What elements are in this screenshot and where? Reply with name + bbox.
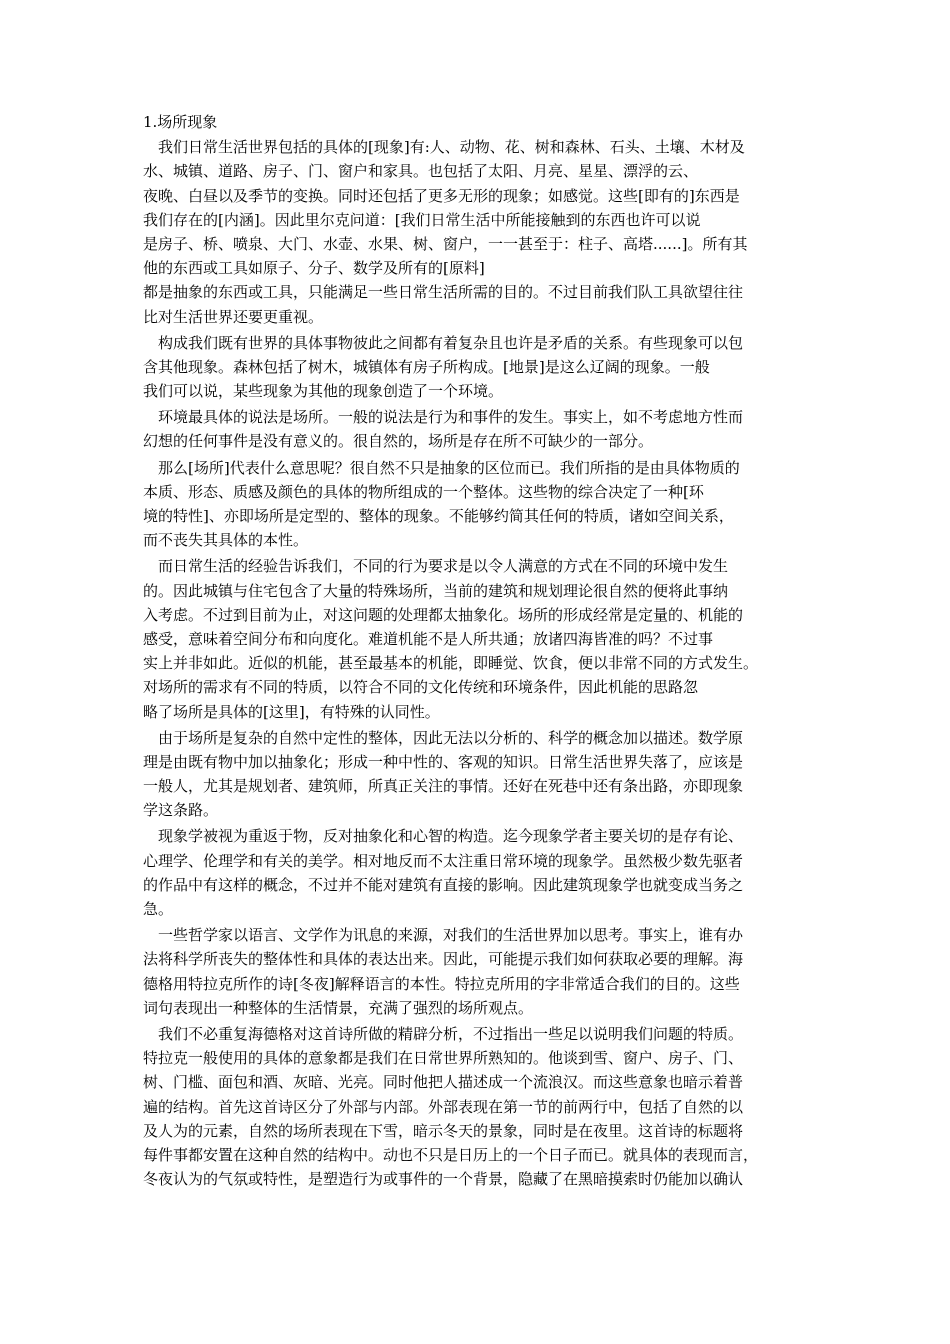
text-line: 含其他现象。森林包括了树木，城镇体有房子所构成。[地景]是这么辽阔的现象。一般: [143, 357, 710, 376]
text-line: 理是由既有物中加以抽象化；形成一种中性的、客观的知识。日常生活世界失落了，应该是: [143, 752, 744, 771]
text-line: 的作品中有这样的概念，不过并不能对建筑有直接的影响。因此建筑现象学也就变成当务之: [143, 875, 744, 894]
text-line: 是房子、桥、喷泉、大门、水壶、水果、树、窗户，一一甚至于：柱子、高塔......]。所有其: [143, 234, 748, 253]
text-line: 水、城镇、道路、房子、门、窗户和家具。也包括了太阳、月亮、星星、漂浮的云、: [143, 162, 699, 181]
paragraph: [143, 824, 808, 921]
text-line: 急。: [143, 900, 174, 919]
text-line: 学这条路。: [143, 801, 219, 820]
text-line: 构成我们既有世界的具体事物彼此之间都有着复杂且也许是矛盾的关系。有些现象可以包: [158, 333, 744, 352]
paragraph: [143, 554, 808, 723]
text-line: 每件事都安置在这种自然的结构中。动也不只是日历上的一个日子而已。就具体的表现而言，: [143, 1145, 759, 1164]
document-body: [143, 135, 808, 1191]
text-line: 词句表现出一种整体的生活情景，充满了强烈的场所观点。: [143, 998, 534, 1017]
text-line: 我们不必重复海德格对这首诗所做的精辟分析，不过指出一些足以说明我们问题的特质。: [158, 1024, 744, 1043]
text-line: 特拉克一般使用的具体的意象都是我们在日常世界所熟知的。他谈到雪、窗户、房子、门、: [143, 1049, 744, 1068]
text-line: 法将科学所丧失的整体性和具体的表达出来。因此，可能提示我们如何获取必要的理解。海: [143, 950, 744, 969]
text-line: 入考虑。不过到目前为止，对这问题的处理都太抽象化。场所的形成经常是定量的、机能的: [143, 605, 744, 624]
section-title: 1.场所现象: [143, 113, 218, 131]
text-line: 冬夜认为的气氛或特性，是塑造行为或事件的一个背景，隐藏了在黑暗摸索时仍能加以确认: [143, 1170, 744, 1189]
text-line: 德格用特拉克所作的诗[冬夜]解释语言的本性。特拉克所用的字非常适合我们的目的。这些: [143, 974, 740, 993]
text-line: 一些哲学家以语言、文学作为讯息的来源，对我们的生活世界加以思考。事实上，谁有办: [158, 926, 744, 945]
paragraph: [143, 456, 808, 553]
text-line: 而日常生活的经验告诉我们，不同的行为要求是以令人满意的方式在不同的环境中发生: [158, 557, 729, 576]
text-line: 我们日常生活世界包括的具体的[现象]有:人、动物、花、树和森林、石头、土壤、木材及: [158, 138, 745, 157]
text-line: 而不丧失其具体的本性。: [143, 531, 309, 550]
text-line: 幻想的任何事件是没有意义的。很自然的，场所是存在所不可缺少的一部分。: [143, 432, 654, 451]
text-line: 环境最具体的说法是场所。一般的说法是行为和事件的发生。事实上，如不考虑地方性而: [158, 408, 744, 427]
paragraph: [143, 1022, 808, 1191]
text-line: 略了场所是具体的[这里]，有特殊的认同性。: [143, 702, 440, 721]
text-line: 对场所的需求有不同的特质，以符合不同的文化传统和环境条件，因此机能的思路忽: [143, 678, 699, 697]
text-line: 树、门槛、面包和酒、灰暗、光亮。同时他把人描述成一个流浪汉。而这些意象也暗示着普: [143, 1073, 744, 1092]
paragraph: [143, 135, 808, 329]
paragraph: [143, 405, 808, 453]
text-line: 的。因此城镇与住宅包含了大量的特殊场所，当前的建筑和规划理论很自然的便将此事纳: [143, 581, 729, 600]
text-line: 比对生活世界还要更重视。: [143, 307, 324, 326]
text-line: 及人为的元素，自然的场所表现在下雪，暗示冬天的景象，同时是在夜里。这首诗的标题将: [143, 1121, 744, 1140]
text-line: 现象学被视为重返于物，反对抽象化和心智的构造。迄今现象学者主要关切的是存有论、: [158, 827, 744, 846]
text-line: 实上并非如此。近似的机能，甚至最基本的机能，即睡觉、饮食，便以非常不同的方式发生。: [143, 654, 759, 673]
document-page: [143, 110, 808, 1193]
paragraph: [143, 923, 808, 1020]
text-line: 都是抽象的东西或工具，只能满足一些日常生活所需的目的。不过目前我们队工具欲望往往: [143, 283, 744, 302]
text-line: 夜晚、白昼以及季节的变换。同时还包括了更多无形的现象；如感觉。这些[即有的]东西是: [143, 186, 740, 205]
text-line: 感受，意味着空间分布和向度化。难道机能不是人所共通；放诸四海皆准的吗？不过事: [143, 629, 714, 648]
text-line: 一般人，尤其是规划者、建筑师，所真正关注的事情。还好在死巷中还有条出路，亦即现象: [143, 777, 744, 796]
text-line: 心理学、伦理学和有关的美学。相对地反而不太注重日常环境的现象学。虽然极少数先驱者: [143, 851, 744, 870]
text-line: 我们存在的[内涵]。因此里尔克问道：[我们日常生活中所能接触到的东西也许可以说: [143, 210, 701, 229]
paragraph: [143, 726, 808, 823]
text-line: 境的特性]、亦即场所是定型的、整体的现象。不能够约简其任何的特质，诸如空间关系，: [143, 507, 734, 526]
text-line: 由于场所是复杂的自然中定性的整体，因此无法以分析的、科学的概念加以描述。数学原: [158, 728, 744, 747]
text-line: 那么[场所]代表什么意思呢？很自然不只是抽象的区位而已。我们所指的是由具体物质的: [158, 458, 740, 477]
paragraph: [143, 331, 808, 404]
text-line: 我们可以说，某些现象为其他的现象创造了一个环境。: [143, 382, 504, 401]
text-line: 他的东西或工具如原子、分子、数学及所有的[原料]: [143, 259, 485, 278]
text-line: 遍的结构。首先这首诗区分了外部与内部。外部表现在第一节的前两行中，包括了自然的以: [143, 1097, 744, 1116]
text-line: 本质、形态、质感及颜色的具体的物所组成的一个整体。这些物的综合决定了一种[环: [143, 482, 704, 501]
